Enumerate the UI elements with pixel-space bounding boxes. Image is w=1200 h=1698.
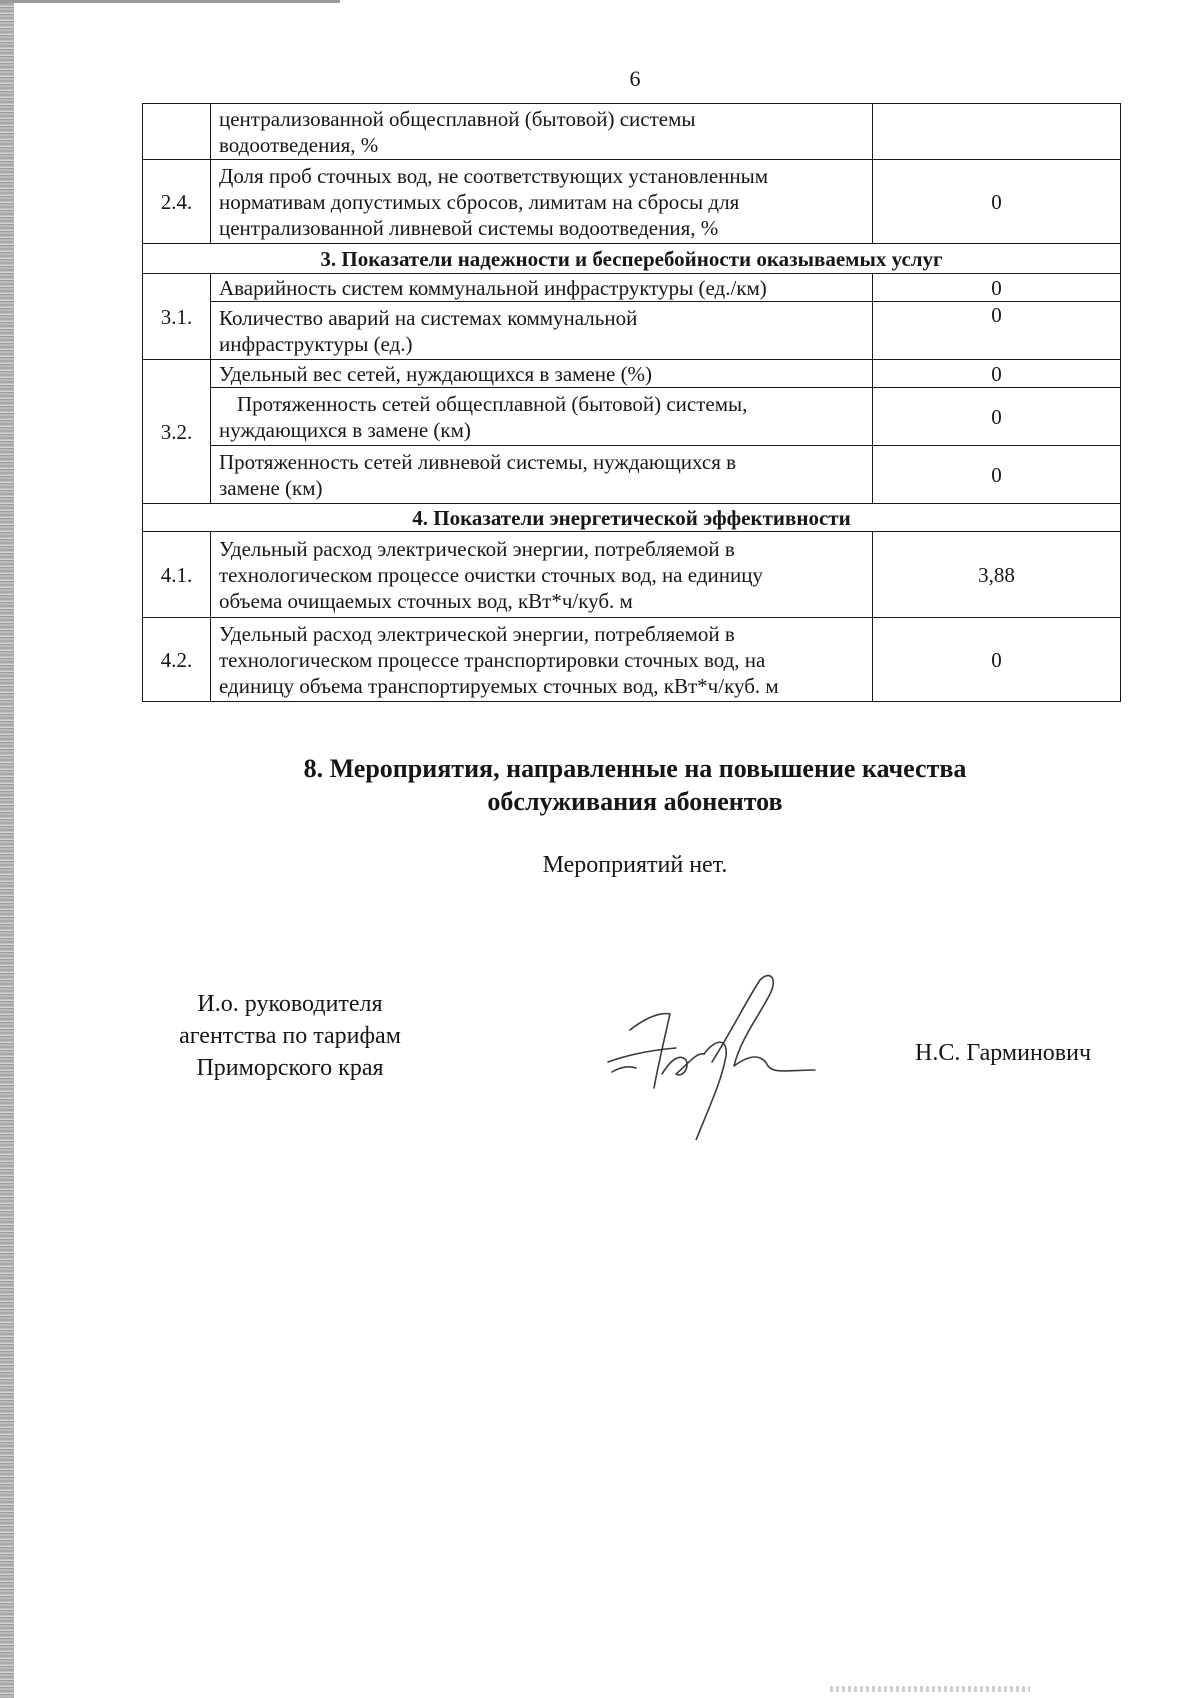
description-line: водоотведения, % bbox=[219, 132, 379, 157]
row-value: 0 bbox=[873, 160, 1121, 244]
description-line: централизованной общесплавной (бытовой) системы bbox=[219, 106, 696, 131]
row-number: 4.1. bbox=[143, 532, 211, 618]
no-measures-note: Мероприятий нет. bbox=[542, 852, 728, 878]
row-description bbox=[211, 532, 873, 618]
description-line: нуждающихся в замене (км) bbox=[219, 417, 471, 442]
row-description bbox=[211, 388, 873, 446]
description-line: объема очищаемых сточных вод, кВт*ч/куб. м bbox=[219, 588, 633, 613]
description-line: централизованной ливневой системы водоотведения, % bbox=[219, 215, 719, 240]
row-number bbox=[143, 104, 211, 160]
description-line: нормативам допустимых сбросов, лимитам на сбросы для bbox=[219, 189, 740, 214]
scan-edge-top bbox=[0, 0, 340, 3]
table-row bbox=[143, 274, 1121, 302]
row-value: 0 bbox=[873, 618, 1121, 702]
row-value: 0 bbox=[873, 274, 1121, 302]
row-value: 0 bbox=[873, 446, 1121, 504]
signer-title-line: И.о. руководителя bbox=[197, 991, 383, 1017]
section-row bbox=[143, 244, 1121, 274]
signer-title bbox=[130, 988, 450, 1084]
row-value: 3,88 bbox=[873, 532, 1121, 618]
description-line: Количество аварий на системах коммунальной bbox=[219, 305, 638, 330]
scan-artifact bbox=[830, 1686, 1030, 1692]
row-description: Аварийность систем коммунальной инфраструктуры (ед./км) bbox=[211, 274, 873, 302]
row-number: 2.4. bbox=[143, 160, 211, 244]
description-line: технологическом процессе транспортировки сточных вод, на bbox=[219, 647, 766, 672]
description-line: Протяженность сетей ливневой системы, нуждающихся в bbox=[219, 449, 737, 474]
row-number: 3.1. bbox=[143, 274, 211, 360]
row-description bbox=[211, 160, 873, 244]
table-row bbox=[143, 618, 1121, 702]
row-value: 0 bbox=[873, 302, 1121, 360]
section-row bbox=[143, 504, 1121, 532]
table-row bbox=[143, 160, 1121, 244]
signer-title-line: агентства по тарифам bbox=[179, 1023, 401, 1049]
table-row bbox=[143, 360, 1121, 388]
row-number: 3.2. bbox=[143, 360, 211, 504]
row-description bbox=[211, 302, 873, 360]
table-row bbox=[143, 104, 1121, 160]
row-value bbox=[873, 104, 1121, 160]
description-line: Протяженность сетей общесплавной (бытовой) системы, bbox=[237, 391, 748, 416]
description-line: технологическом процессе очистки сточных вод, на единицу bbox=[219, 562, 763, 587]
table-row bbox=[143, 532, 1121, 618]
description-line: Удельный расход электрической энергии, потребляемой в bbox=[219, 621, 735, 646]
page-number: 6 bbox=[629, 66, 641, 91]
handwritten-signature bbox=[600, 970, 840, 1140]
row-number: 4.2. bbox=[143, 618, 211, 702]
signer-name: Н.С. Гарминович bbox=[915, 1040, 1092, 1066]
table-row bbox=[143, 302, 1121, 360]
row-description bbox=[211, 618, 873, 702]
signer-title-line: Приморского края bbox=[196, 1055, 384, 1081]
heading-line: обслуживания абонентов bbox=[487, 787, 783, 816]
row-value: 0 bbox=[873, 388, 1121, 446]
scan-edge-left bbox=[0, 0, 14, 1698]
description-line: замене (км) bbox=[219, 475, 323, 500]
description-line: единицу объема транспортируемых сточных вод, кВт*ч/куб. м bbox=[219, 673, 779, 698]
row-description bbox=[211, 446, 873, 504]
table-row bbox=[143, 446, 1121, 504]
table-row bbox=[143, 388, 1121, 446]
section-3-title: 3. Показатели надежности и бесперебойности оказываемых услуг bbox=[143, 244, 1121, 274]
indicators-table bbox=[142, 103, 1121, 702]
description-line: инфраструктуры (ед.) bbox=[219, 331, 413, 356]
row-value: 0 bbox=[873, 360, 1121, 388]
description-line: Удельный расход электрической энергии, потребляемой в bbox=[219, 536, 735, 561]
row-description bbox=[211, 104, 873, 160]
section-8-heading bbox=[150, 752, 1120, 818]
row-description: Удельный вес сетей, нуждающихся в замене (%) bbox=[211, 360, 873, 388]
description-line: Доля проб сточных вод, не соответствующих установленным bbox=[219, 163, 769, 188]
section-4-title: 4. Показатели энергетической эффективности bbox=[143, 504, 1121, 532]
heading-line: 8. Мероприятия, направленные на повышение качества bbox=[303, 754, 967, 783]
